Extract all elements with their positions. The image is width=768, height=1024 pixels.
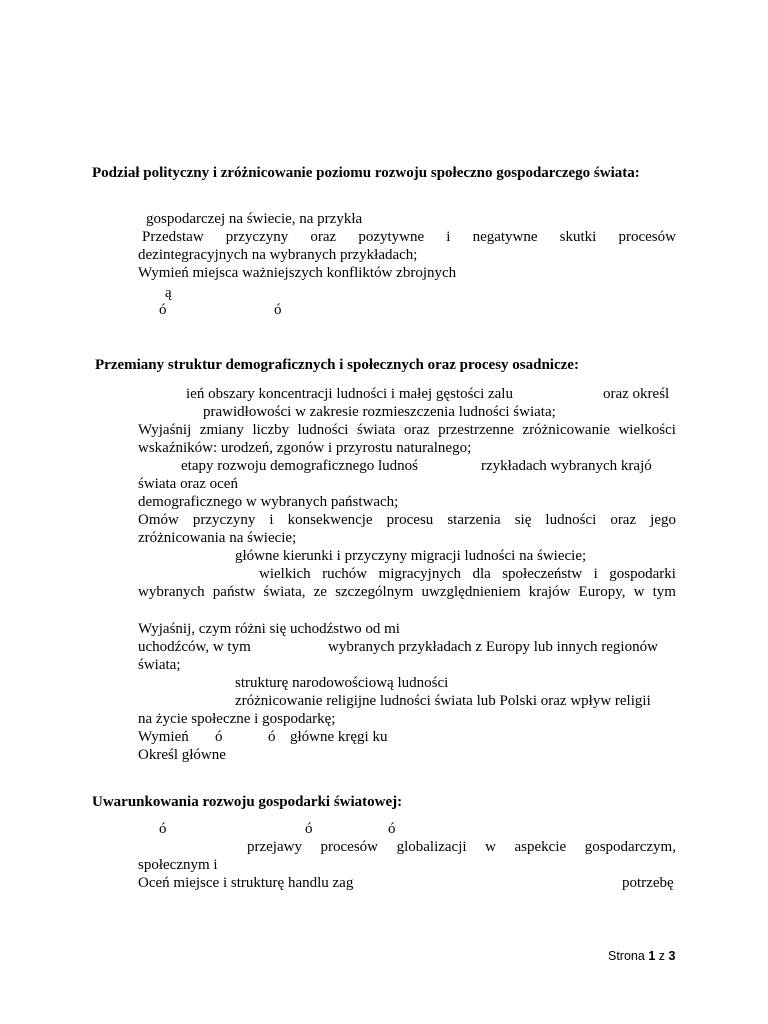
text-fragment: oraz określ [603,386,670,402]
text-line: świata; [138,657,181,673]
text-line: świata oraz oceń [138,476,238,492]
text-line: główne kierunki i przyczyny migracji ludności na świecie; [235,548,587,564]
text-fragment: Wymień [138,729,189,745]
text-fragment: ó [159,821,167,837]
section-heading-economy: Uwarunkowania rozwoju gospodarki światowej: [92,794,403,810]
text-line: Oceń miejsce i strukturę handlu zag [138,875,354,891]
text-line: Określ główne [138,747,226,763]
text-line: zróżnicowania na świecie; [138,530,297,546]
section-heading-demography: Przemiany struktur demograficznych i społecznych oraz procesy osadnicze: [95,357,579,373]
text-fragment: rzykładach wybranych krajó [481,458,652,474]
page-number-footer [608,947,675,965]
text-line-justified: Wyjaśnij zmiany liczby ludności świata oraz przestrzenne zróżnicowanie wielkości [138,422,676,438]
text-fragment: główne kręgi ku [290,729,388,745]
text-fragment: ó [159,302,167,318]
text-line: społecznym i [138,857,218,873]
text-line: ień obszary koncentracji ludności i małej gęstości zalu [186,386,513,402]
text-fragment: uchodźców, w tym [138,639,251,655]
text-line-justified: przejawy procesów globalizacji w aspekcie gospodarczym, [247,839,676,855]
text-fragment: ó [274,302,282,318]
text-line: prawidłowości w zakresie rozmieszczenia ludności świata; [203,404,556,420]
text-line: demograficznego w wybranych państwach; [138,494,399,510]
text-fragment: ą [165,285,172,301]
footer-total-pages: 3 [668,949,676,963]
text-fragment: ó [268,729,276,745]
footer-label: Strona [608,949,645,963]
text-fragment: ó [388,821,396,837]
text-line: wybranych przykładach z Europy lub innych regionów [328,639,658,655]
text-line-justified: Omów przyczyny i konsekwencje procesu starzenia się ludności oraz jego [138,512,676,528]
text-fragment: potrzebę [622,875,674,891]
section-heading-political-division: Podział polityczny i zróżnicowanie poziomu rozwoju społeczno gospodarczego świata: [92,165,640,181]
footer-separator: z [658,949,666,963]
text-line: etapy rozwoju demograficznego ludnoś [181,458,419,474]
text-fragment: ó [305,821,313,837]
text-line: zróżnicowanie religijne ludności świata lub Polski oraz wpływ religii [235,693,651,709]
text-line-justified: wielkich ruchów migracyjnych dla społeczeństw i gospodarki [259,566,676,582]
text-fragment: ó [215,729,223,745]
text-line-justified: Przedstaw przyczyny oraz pozytywne i negatywne skutki procesów [142,229,676,245]
text-line: Wymień miejsca ważniejszych konfliktów zbrojnych [138,265,457,281]
text-line: na życie społeczne i gospodarkę; [138,711,336,727]
text-line: wskaźników: urodzeń, zgonów i przyrostu naturalnego; [138,440,472,456]
text-line: dezintegracyjnych na wybranych przykładach; [138,247,418,263]
text-line: strukturę narodowościową ludności [235,675,449,691]
text-line-justified: wybranych państw świata, ze szczególnym uwzględnieniem krajów Europy, w tym [138,584,676,600]
text-line: Wyjaśnij, czym różni się uchodźstwo od mi [138,621,400,637]
footer-current-page: 1 [648,949,656,963]
text-line: gospodarczej na świecie, na przykła [146,211,363,227]
